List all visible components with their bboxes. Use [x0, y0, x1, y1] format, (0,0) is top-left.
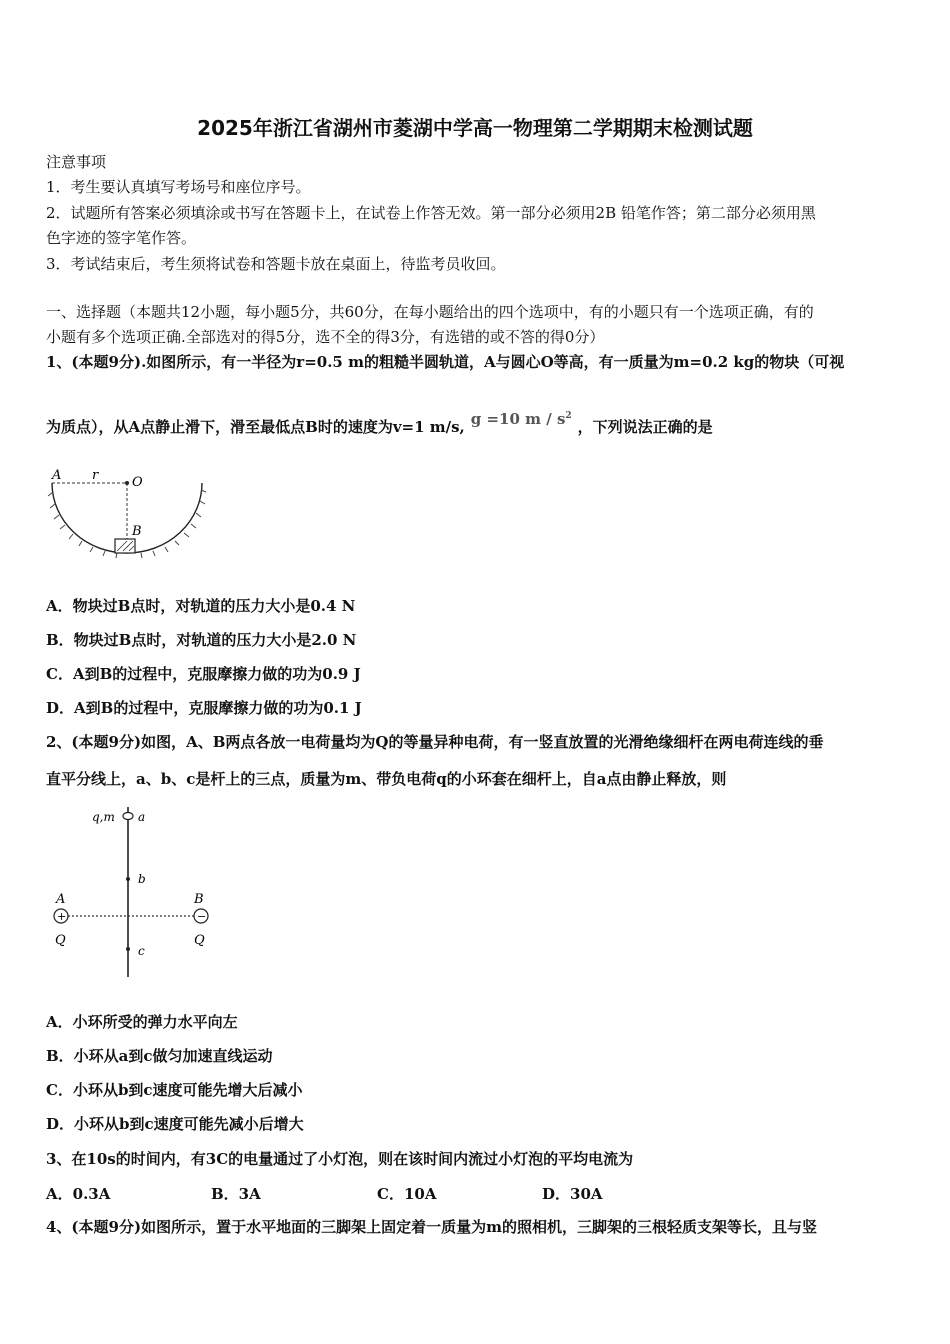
q2-option-c[interactable]: C．小环从b到c速度可能先增大后减小: [46, 1081, 303, 1099]
q2-option-d[interactable]: D．小环从b到c速度可能先减小后增大: [46, 1115, 304, 1133]
q1-option-c[interactable]: C．A到B的过程中，克服摩擦力做的功为0.9 J: [46, 665, 361, 683]
q3-option-b[interactable]: B．3A: [211, 1185, 261, 1203]
notice-item-3: 3．考试结束后，考生须将试卷和答题卡放在桌面上，待监考员收回。: [46, 255, 506, 273]
gravity-formula-exp: 2: [565, 411, 572, 421]
fig1-label-r: r: [92, 468, 99, 483]
fig1-label-o: O: [132, 475, 143, 490]
fig2-label-B: B: [194, 892, 204, 907]
q2-option-b[interactable]: B．小环从a到c做匀加速直线运动: [46, 1047, 273, 1065]
fig2-label-A: A: [56, 892, 66, 907]
fig2-label-QA: Q: [55, 933, 66, 948]
q2-stem-line2: 直平分线上，a、b、c是杆上的三点，质量为m、带负电荷q的小环套在细杆上，自a点由静止释放，则: [46, 770, 727, 788]
gravity-formula: [471, 406, 572, 429]
semicircle-track-figure: [44, 462, 214, 566]
q1-stem-line1: 1、(本题9分).如图所示，有一半径为r=0.5 m的粗糙半圆轨道，A与圆心O等高，有一质量为m=0.2 kg的物块（可视: [46, 353, 845, 371]
q2-stem-line1: 2、(本题9分)如图，A、B两点各放一电荷量均为Q的等量异种电荷，有一竖直放置的光滑绝缘细杆在两电荷连线的垂: [46, 733, 824, 751]
notice-item-2a: 2．试题所有答案必须填涂或书写在答题卡上，在试卷上作答无效。第一部分必须用2B 铅笔作答；第二部分必须用黑: [46, 204, 816, 222]
q1-stem-line2-pre: 为质点），从A点静止滑下，滑至最低点B时的速度为v=1 m/s,: [46, 418, 465, 436]
fig2-label-b: b: [138, 872, 146, 886]
q1-stem-line2-post: ，下列说法正确的是: [577, 418, 713, 436]
gravity-formula-text: g =10 m / s: [470, 410, 566, 428]
notice-heading: 注意事项: [46, 153, 107, 171]
minus-sign: −: [197, 910, 207, 923]
small-ring: [123, 813, 133, 820]
q3-option-a[interactable]: A．0.3A: [46, 1185, 111, 1203]
q1-option-b[interactable]: B．物块过B点时，对轨道的压力大小是2.0 N: [46, 631, 357, 649]
q3-stem: 3、在10s的时间内，有3C的电量通过了小灯泡，则在该时间内流过小灯泡的平均电流为: [46, 1150, 634, 1168]
fig2-label-qm: q,m: [92, 810, 115, 824]
q1-option-a[interactable]: A．物块过B点时，对轨道的压力大小是0.4 N: [46, 597, 356, 615]
fig2-label-QB: Q: [194, 933, 205, 948]
q1-stem-line2: [46, 410, 906, 437]
charged-rod-figure: [48, 803, 218, 981]
q3-option-c[interactable]: C．10A: [377, 1185, 437, 1203]
plus-sign: +: [57, 910, 67, 923]
notice-item-1: 1．考生要认真填写考场号和座位序号。: [46, 178, 311, 196]
q2-option-a[interactable]: A．小环所受的弹力水平向左: [46, 1013, 238, 1031]
fig2-label-c: c: [138, 944, 145, 958]
page-title: 2025年浙江省湖州市菱湖中学高一物理第二学期期末检测试题: [197, 116, 753, 140]
point-c: [126, 947, 130, 951]
point-b: [126, 877, 130, 881]
block: [115, 539, 135, 553]
section1-instructions-1: 一、选择题（本题共12小题，每小题5分，共60分，在每小题给出的四个选项中，有的小题只有一个选项正确，有的: [46, 303, 814, 321]
fig1-label-b: B: [132, 524, 142, 539]
q3-option-d[interactable]: D．30A: [542, 1185, 603, 1203]
section1-instructions-2: 小题有多个选项正确.全部选对的得5分，选不全的得3分，有选错的或不答的得0分）: [46, 328, 605, 346]
q1-option-d[interactable]: D．A到B的过程中，克服摩擦力做的功为0.1 J: [46, 699, 362, 717]
fig2-label-a: a: [138, 810, 146, 824]
fig1-label-a: A: [52, 468, 62, 483]
q4-stem-line1: 4、(本题9分)如图所示，置于水平地面的三脚架上固定着一质量为m的照相机，三脚架的三根轻质支架等长，且与竖: [46, 1218, 817, 1236]
notice-item-2b: 色字迹的签字笔作答。: [46, 229, 197, 247]
